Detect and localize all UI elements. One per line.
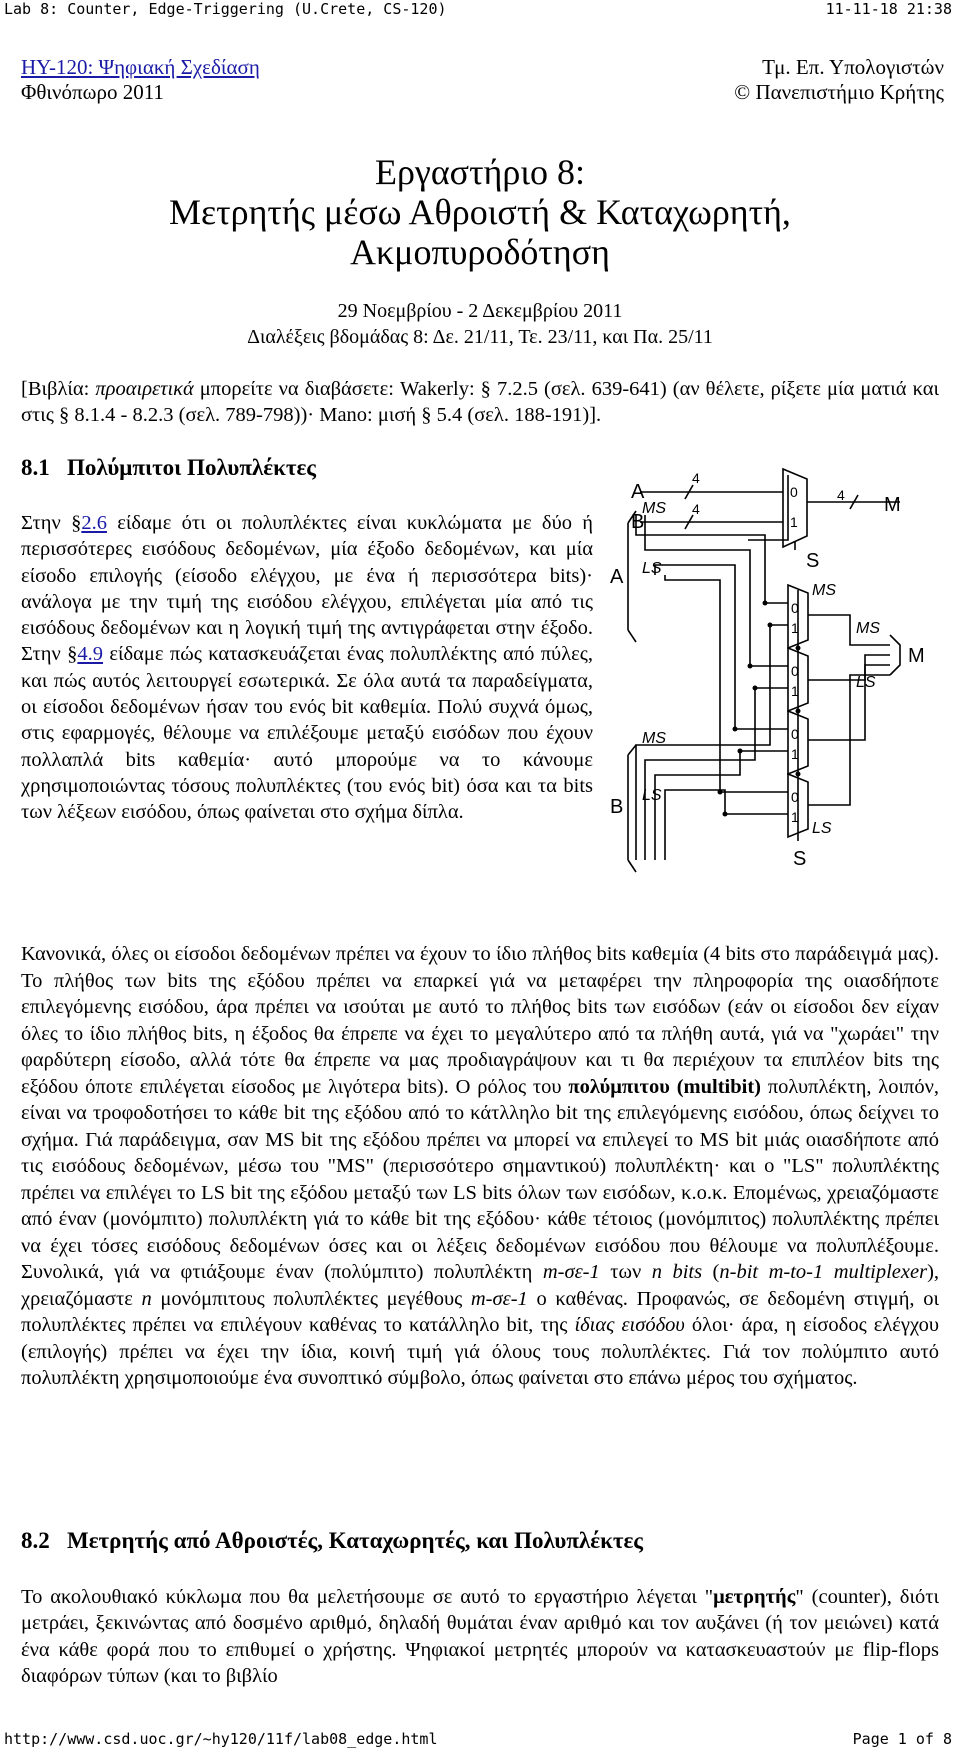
p2-text-a: Κανονικά, όλες οι είσοδοι δεδομένων πρέπει να έχουν το ίδιο πλήθος bits καθεμία (4 bits στο παράδειγμά μας). Το πλήθος των bits της εξόδου πρέπει να επαρκεί γιά να μεταφέρει την πληροφορία της οιασδήποτε επιλεγόμενης εισόδου, άρα πρέπει να ισούται με αυτό το πλήθος bits των εισόδων (εάν οι είσοδοι δεν είχαν όλες το ίδιο πλήθος bits, η έξοδος θα έπρεπε να έχει το μεγαλύτερο από τα πλήθη αυτά, γιά να "χωράει" την φαρδύτερη είσοδο, αλλά τότε θα έπρεπε να μας προδιαγράψουν και τι θα περιέχουν τα επιπλέον bits της εξόδου όποτε επιλέγεται είσοδος με λιγότερα bits). Ο ρόλος του — [21, 943, 939, 1098]
label-ms-mux: MS — [812, 582, 836, 599]
p2-text-i: όλοι· άρα, η είσοδος ελέγχου (επιλογής) πρέπει να έχει την ίδια, κοινή τιμή γιά όλους τους πολυπλέκτες. Γιά τον πολύμπιτο αυτό πολυπλέκτη χρησιμοποιούμε ένα συνοπτικό σύμβολο, όπως φαίνεται στο επάνω μέρος του σχήματος. — [21, 1314, 939, 1389]
p2-text-c: πολυπλέκτη, λοιπόν, είναι να τροφοδοτήσει το κάθε bit της εξόδου από το κάτλληλο bit της επιλεγόμενης εισόδου, όπως δείχνει το σχήμα. Γιά παράδειγμα, σαν MS bit της εξόδου πρέπει να μπορεί να επιλεγεί το MS bit μιάς οιασδήποτε από τις εισόδους δεδομένων, μέσω του "MS" (περισσότερο σημαντικού) πολυπλέκτη· και ο "LS" πολυπλέκτης πρέπει να επιλέγει το LS bit της εξόδου μεταξύ των LS bits όλων των εισόδων, κ.ο.κ. Επομένως, χρειαζόμαστε από έναν (μονόμπιτο) πολυπλέκτη γιά το κάθε bit της εξόδου· κάθε τέτοιος (μονόμπιτος) πολυπλέκτης πρέπει να έχει τόσες εισόδους δεδομένων όσες και οι λέξεις δεδομένων εισόδου που θέλουμε να πολυπλέξουμε. Συνολικά, γιά να φτιάξουμε έναν (πολύμπιτο) πολυπλέκτη — [21, 1075, 939, 1283]
title-line-1: Εργαστήριο 8: — [374, 152, 586, 192]
p2-italic-3: n-bit m-to-1 multiplexer — [719, 1261, 928, 1283]
label-s-top: S — [806, 550, 820, 572]
lab-dates — [0, 298, 960, 350]
label-1-m3: 1 — [791, 746, 799, 762]
mux-symbol-outline — [748, 475, 788, 540]
label-ls-a: LS — [642, 560, 662, 577]
p2-text-f: ), χρειαζόμαστε — [21, 1261, 940, 1310]
label-0-m1: 0 — [791, 600, 799, 616]
title-line-2: Μετρητής μέσω Αθροιστή & Καταχωρητή, — [169, 192, 791, 232]
title-line-3: Ακμοπυροδότηση — [350, 232, 610, 272]
section1-paragraph-1 — [21, 510, 593, 826]
copyright: © Πανεπιστήμιο Κρήτης — [734, 80, 944, 104]
books-text: μπορείτε να διαβάσετε: Wakerly: § 7.2.5 (σελ. 639-641) (αν θέλετε, ρίξετε μία ματιά και στις § 8.1.4 - 8.2.3 (σελ. 789-798))· Mano: μισή § 5.4 (σελ. 188-191)]. — [21, 378, 939, 427]
label-b-group: B — [610, 796, 624, 818]
s2-text-b: " (counter), διότι μετράει, ξεκινώντας από δοσμένο αριθμό, δηλαδή θυμάται έναν αριθμό και τον αυξάνει (ή τον μειώνει) κατά ένα κάθε φορά που το επιθυμεί ο χρήστης. Ψηφιακοί μετρητές μπορούν να κατασκευαστούν με flip-flops διαφόρων τύπων (και το βιβλίο — [21, 1586, 939, 1688]
books-optional: προαιρετικά — [95, 378, 194, 400]
department: Τμ. Επ. Υπολογιστών — [762, 55, 944, 79]
label-ls-mux: LS — [812, 820, 832, 837]
semester: Φθινόπωρο 2011 — [21, 80, 164, 104]
page-title — [0, 152, 960, 272]
label-s-bottom: S — [793, 848, 807, 870]
p2-text-e: ( — [702, 1261, 720, 1283]
label-m-out: M — [908, 645, 925, 667]
label-b-top: B — [631, 511, 645, 533]
dates-line-1: 29 Νοεμβρίου - 2 Δεκεμβρίου 2011 — [337, 300, 623, 322]
books-prefix: [Βιβλία: — [21, 378, 96, 400]
p1-text-c: είδαμε πώς κατασκευάζεται ένας πολυπλέκτης από πύλες, και πώς αυτός λειτουργεί εσωτερικά. Σε όλα αυτά τα παραδείγματα, οι είσοδοι δεδομένων ήσαν του ενός bit καθεμία. Πολύ συχνά όμως, στις εφαρμογές, θέλουμε να επιλέξουμε μεταξύ εισόδων που έχουν πολλαπλά bits καθεμία· αυτό μπορούμε να το κάνουμε χρησιμοποιώντας τόσους πολυπλέκτες (του ενός bit) όσα και τα bits των λέξεων εισόδου, όπως φαίνεται στο σχήμα δίπλα. — [21, 643, 593, 824]
label-4-a: 4 — [692, 470, 700, 486]
label-a-group: A — [610, 566, 624, 588]
label-4-out: 4 — [837, 487, 845, 503]
multibit-mux-diagram — [600, 455, 950, 880]
label-0-m4: 0 — [791, 789, 799, 805]
books-paragraph — [21, 376, 939, 429]
p2-italic-1: m-σε-1 — [542, 1261, 600, 1283]
p2-italic-2: n bits — [651, 1261, 703, 1283]
browser-page-info: Page 1 of 8 — [852, 1730, 952, 1748]
dates-line-2: Διαλέξεις βδομάδας 8: Δε. 21/11, Τε. 23/11, και Πα. 25/11 — [247, 326, 713, 348]
label-1-top: 1 — [790, 514, 798, 530]
p2-text-d: των — [599, 1261, 652, 1283]
s2-text-a: Το ακολουθιακό κύκλωμα που θα μελετήσουμε σε αυτό το εργαστήριο λέγεται " — [21, 1586, 714, 1608]
p2-text-h: ο καθένας. Προφανώς, σε δεδομένη στιγμή, οι πολυπλέκτες πρέπει να επιλέγουν καθένας το κατάλληλο bit, της — [21, 1287, 939, 1336]
label-ms-a: MS — [642, 500, 666, 517]
label-ls-out: LS — [856, 674, 876, 691]
section-heading-8-1: 8.1 Πολύμπιτοι Πολυπλέκτες — [21, 455, 316, 480]
label-ms-b: MS — [642, 730, 666, 747]
p2-italic-6: ίδιας εισόδου — [574, 1314, 685, 1336]
p2-text-g: μονόμπιτους πολυπλέκτες μεγέθους — [151, 1287, 471, 1310]
p2-bold-multibit: πολύμπιτου — [568, 1075, 670, 1098]
label-1-m2: 1 — [791, 683, 799, 699]
label-0-m2: 0 — [791, 663, 799, 679]
section-heading-8-2: 8.2 Μετρητής από Αθροιστές, Καταχωρητές, και Πολυπλέκτες — [21, 1528, 643, 1553]
p1-text-a: Στην § — [21, 512, 82, 534]
p2-italic-5: m-σε-1 — [470, 1287, 528, 1310]
s2-bold-counter: μετρητής — [713, 1586, 796, 1608]
p1-text-b: είδαμε ότι οι πολυπλέκτες είναι κυκλώματα με δύο ή περισσότερες εισόδους δεδομένων, μία έξοδο δεδομένων, και μία είσοδο επιλογής (είσοδο ελέγχου, με ένα ή περισσότερα bits)· ανάλογα με την τιμή της εισόδου ελέγχου, επιλέγεται μία από τις εισόδους δεδομένων και η λογική τιμή της αντιγράφεται στην έξοδο. Στην § — [21, 512, 593, 666]
p2-bold-multibit-en: (multibit) — [669, 1075, 761, 1098]
section2-paragraph-1 — [21, 1584, 939, 1690]
label-0-m3: 0 — [791, 726, 799, 742]
browser-datetime: 11-11-18 21:38 — [825, 0, 952, 18]
label-ls-b: LS — [642, 787, 662, 804]
course-link[interactable]: HY-120: Ψηφιακή Σχεδίαση — [21, 55, 260, 79]
link-section-4-9[interactable]: 4.9 — [77, 643, 104, 666]
label-ms-out: MS — [856, 620, 880, 637]
section1-paragraph-2 — [21, 941, 939, 1392]
label-a-top: A — [631, 481, 645, 503]
label-1-m1: 1 — [791, 620, 799, 636]
p2-italic-4: n — [141, 1287, 152, 1310]
label-4-b: 4 — [692, 501, 700, 517]
browser-url: http://www.csd.uoc.gr/~hy120/11f/lab08_edge.html — [4, 1730, 438, 1748]
label-1-m4: 1 — [791, 809, 799, 825]
label-m-top: M — [884, 494, 901, 516]
label-0-top: 0 — [790, 484, 798, 500]
mux-symbol — [783, 469, 807, 547]
link-section-2-6[interactable]: 2.6 — [81, 512, 107, 534]
browser-title: Lab 8: Counter, Edge-Triggering (U.Crete, CS-120) — [4, 0, 447, 18]
